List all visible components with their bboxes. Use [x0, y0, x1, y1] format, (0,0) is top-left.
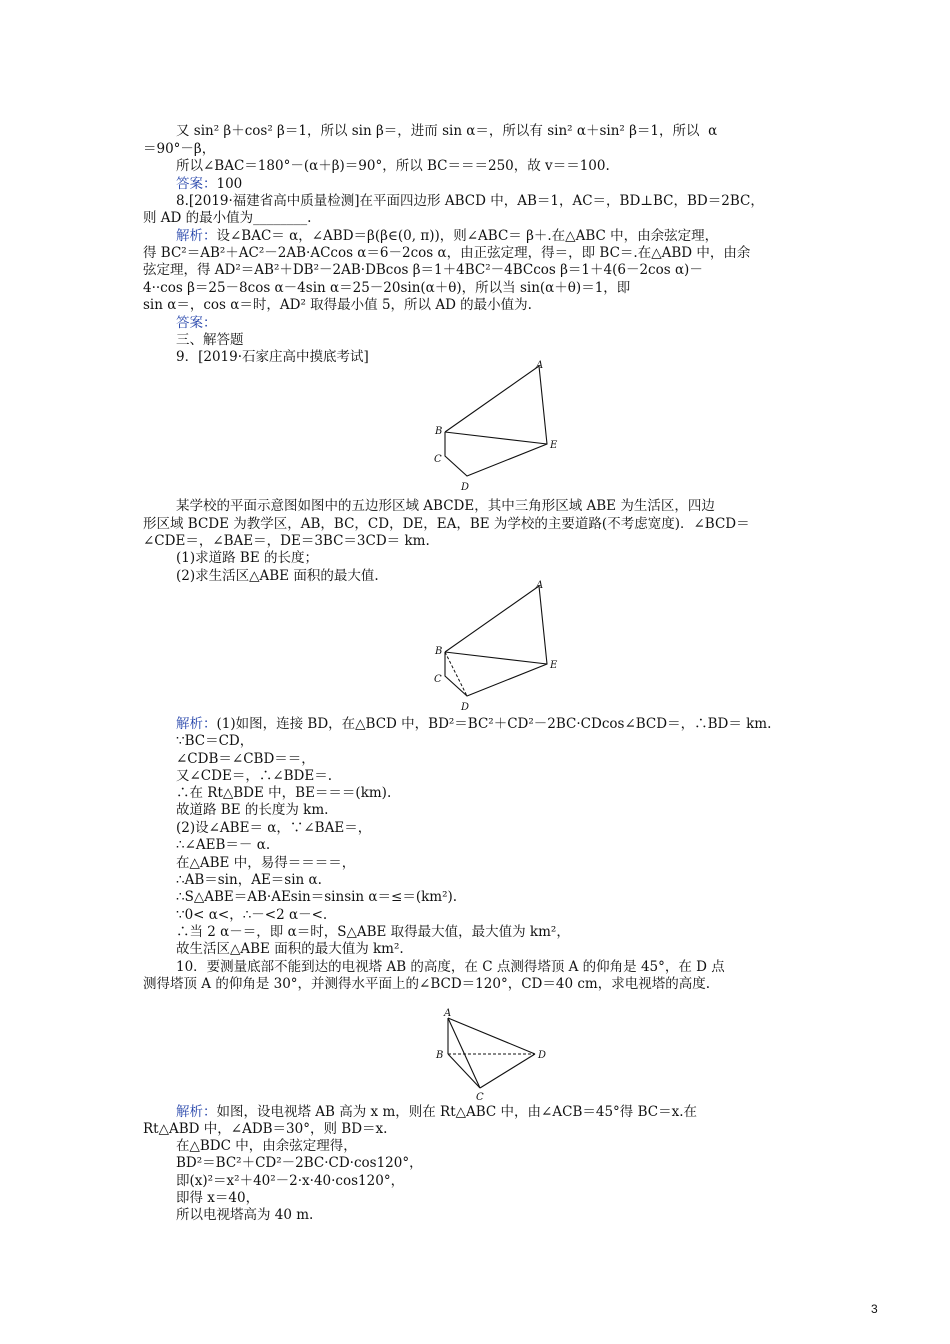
line-text: 如图，设电视塔 AB 高为 x m，则在 Rt△ABC 中，由∠ACB＝45°得 BC＝x.在: [216, 1104, 697, 1120]
section-label: 答案：: [176, 315, 217, 331]
text-line: 弦定理，得 AD²＝AB²＋DB²－2AB·DBcos β＝1＋4BC²－4BCcos β＝1＋4(6－2cos α)－: [143, 262, 703, 278]
text-line: 即得 x＝40，: [176, 1190, 260, 1206]
line-text: 设∠BAC＝ α，∠ABD＝β(β∈(0, π))，则∠ABC＝ β＋.在△ABC 中，由余弦定理，: [216, 228, 719, 244]
label-A: A: [444, 1008, 452, 1019]
text-line: 故道路 BE 的长度为 km.: [176, 802, 329, 818]
text-line: 4··cos β＝25－8cos α－4sin α＝25－20sin(α＋θ)，所以当 sin(α＋θ)＝1，即: [143, 280, 631, 296]
page-number: 3: [871, 1302, 878, 1316]
text-line: ∵0< α<，∴－<2 α－<.: [176, 907, 328, 923]
text-line: (1)求道路 BE 的长度；: [176, 550, 318, 566]
label-D: D: [461, 702, 470, 713]
text-line: [176, 315, 217, 331]
text-line: ∴在 Rt△BDE 中，BE＝＝＝(km).: [176, 785, 392, 801]
text-line: 则 AD 的最小值为________.: [143, 210, 312, 226]
text-line: 得 BC²＝AB²＋AC²－2AB·ACcos α＝6－2cos α，由正弦定理，得＝，即 BC＝.在△ABD 中，由余: [143, 245, 751, 261]
label-D: D: [538, 1050, 547, 1061]
text-line: ＝90°－β，: [143, 141, 216, 157]
figure-pentagon-1: [430, 356, 570, 498]
text-line: 故生活区△ABE 面积的最大值为 km².: [176, 941, 404, 957]
text-line: 所以∠BAC＝180°－(α＋β)＝90°，所以 BC＝＝＝250，故 v＝＝100.: [176, 158, 610, 174]
text-line: ∵BC＝CD，: [176, 733, 254, 749]
label-D: D: [461, 482, 470, 493]
text-line: 9．[2019·石家庄高中摸底考试]: [176, 349, 369, 365]
text-line: Rt△ABD 中，∠ADB＝30°，则 BD＝x.: [143, 1121, 388, 1137]
label-C: C: [434, 674, 442, 685]
section-label: 答案：: [176, 176, 217, 192]
label-C: C: [434, 454, 442, 465]
text-line: [176, 228, 718, 244]
text-line: 测得塔顶 A 的仰角是 30°，并测得水平面上的∠BCD＝120°，CD＝40 cm，求电视塔的高度.: [143, 976, 710, 992]
text-line: 10．要测量底部不能到达的电视塔 AB 的高度，在 C 点测得塔顶 A 的仰角是 45°，在 D 点: [176, 959, 725, 975]
text-line: 所以电视塔高为 40 m.: [176, 1207, 314, 1223]
line-text: 100: [216, 176, 243, 192]
text-line: ∴S△ABE＝AB·AEsin＝sinsin α＝≤＝(km²).: [176, 889, 458, 905]
text-line: (2)设∠ABE＝ α，∵∠BAE＝，: [176, 820, 372, 836]
label-B: B: [435, 426, 443, 437]
text-line: (2)求生活区△ABE 面积的最大值.: [176, 568, 379, 584]
figure-tower: [430, 1006, 560, 1106]
text-line: 又 sin² β＋cos² β＝1，所以 sin β＝，进而 sin α＝，所以有 sin² α＋sin² β＝1，所以 α: [176, 123, 718, 139]
text-line: 在△BDC 中，由余弦定理得，: [176, 1138, 357, 1154]
section-label: 解析：: [176, 1104, 217, 1120]
line-text: (1)如图，连接 BD，在△BCD 中，BD²＝BC²＋CD²－2BC·CDcos∠BCD＝，∴BD＝ km.: [216, 716, 772, 732]
text-line: 三、解答题: [176, 332, 244, 348]
label-A: A: [536, 360, 544, 371]
text-line: 8.[2019·福建省高中质量检测]在平面四边形 ABCD 中，AB＝1，AC＝，BD⊥BC，BD＝2BC，: [176, 193, 764, 209]
text-line: 形区域 BCDE 为教学区，AB，BC，CD，DE，EA，BE 为学校的主要道路(不考虑宽度)．∠BCD＝: [143, 516, 750, 532]
text-line: BD²＝BC²＋CD²－2BC·CD·cos120°，: [176, 1155, 423, 1171]
text-line: ∠CDB＝∠CBD＝＝，: [176, 751, 315, 767]
text-line: 某学校的平面示意图如图中的五边形区域 ABCDE，其中三角形区域 ABE 为生活区，四边: [176, 498, 715, 514]
label-C: C: [476, 1092, 484, 1102]
text-line: [176, 176, 242, 192]
section-label: 解析：: [176, 716, 217, 732]
label-B: B: [436, 1050, 444, 1061]
text-line: ∴当 2 α－＝，即 α＝时，S△ABE 取得最大值，最大值为 km²，: [176, 924, 570, 940]
text-line: [176, 1104, 697, 1120]
label-B: B: [435, 646, 443, 657]
text-line: 在△ABE 中，易得＝＝＝＝，: [176, 855, 356, 871]
text-line: ∴∠AEB＝－ α.: [176, 837, 271, 853]
text-line: ∴AB＝sin，AE＝sin α.: [176, 872, 322, 888]
text-line: sin α＝，cos α＝时，AD² 取得最小值 5，所以 AD 的最小值为.: [143, 297, 532, 313]
figure-pentagon-2: [430, 576, 570, 718]
text-line: ∠CDE＝，∠BAE＝，DE＝3BC＝3CD＝ km.: [143, 533, 430, 549]
text-line: 即(x)²＝x²＋40²－2·x·40·cos120°，: [176, 1173, 405, 1189]
label-E: E: [550, 660, 558, 671]
label-E: E: [550, 440, 558, 451]
section-label: 解析：: [176, 228, 217, 244]
label-A: A: [536, 580, 544, 591]
text-line: 又∠CDE＝，∴∠BDE＝.: [176, 768, 333, 784]
text-line: [176, 716, 771, 732]
